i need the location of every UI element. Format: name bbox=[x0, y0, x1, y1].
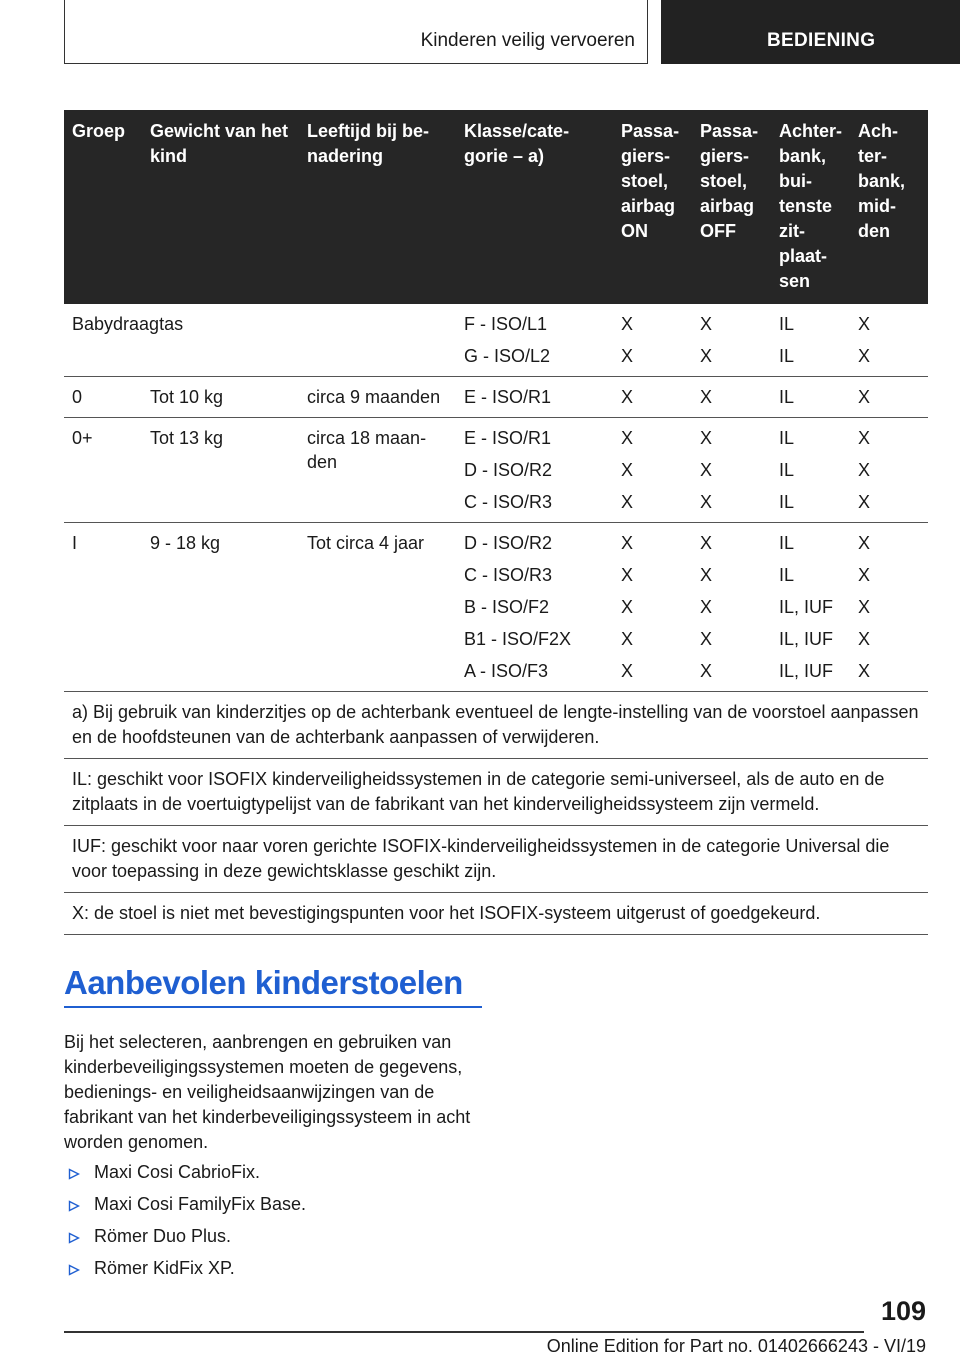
cell-airbag-on-line: X bbox=[621, 492, 634, 512]
cell-airbag-on bbox=[613, 304, 692, 377]
cell-class bbox=[456, 304, 613, 377]
cell-airbag-off-line: X bbox=[700, 492, 713, 512]
cell-rear-middle bbox=[850, 418, 928, 523]
table-note: IL: geschikt voor ISOFIX kinderveiligheidssystemen in de categorie semi-universeel, als de auto en de zitplaats in de voertuigtypelijst van de fabrikant van het kinderveiligheidssysteem zijn vermeld. bbox=[64, 759, 928, 826]
cell-rear-outer bbox=[771, 523, 850, 692]
cell-airbag-on-line: X bbox=[621, 661, 634, 681]
cell-rear-outer-line: IL bbox=[779, 533, 795, 553]
cell-rear-middle bbox=[850, 523, 928, 692]
cell-rear-outer-line: IL bbox=[779, 387, 795, 407]
cell-airbag-on bbox=[613, 418, 692, 523]
cell-airbag-off-line: X bbox=[700, 428, 713, 448]
list-item-label: Maxi Cosi FamilyFix Base. bbox=[94, 1194, 307, 1214]
table-row bbox=[64, 418, 928, 523]
table-note: a) Bij gebruik van kinderzitjes op de achterbank eventueel de lengte-instelling van de voorstoel aanpassen en de hoofdsteunen van de achterbank aanpassen of verwijderen. bbox=[64, 692, 928, 759]
cell-age: circa 9 maanden bbox=[299, 377, 456, 418]
table-note-row bbox=[64, 893, 928, 935]
table-row bbox=[64, 377, 928, 418]
table-note-row bbox=[64, 692, 928, 759]
cell-age: Tot circa 4 jaar bbox=[299, 523, 456, 692]
cell-rear-outer-line: IL, IUF bbox=[779, 629, 834, 649]
footer-divider bbox=[64, 1331, 864, 1333]
cell-class-line: F - ISO/L1 bbox=[464, 314, 548, 334]
section-intro: Bij het selecteren, aanbrengen en gebruiken van kinderbeveiligingssystemen moeten de gegevens, bedienings- en veiligheidsaanwijzingen van de fabrikant van het kinderbeveiligingssysteem in acht worden genomen. bbox=[64, 1032, 471, 1152]
cell-airbag-on-line: X bbox=[621, 629, 634, 649]
cell-rear-middle-line: X bbox=[858, 314, 871, 334]
cell-airbag-on-line: X bbox=[621, 346, 634, 366]
list-item bbox=[64, 1192, 484, 1217]
cell-airbag-off-line: X bbox=[700, 314, 713, 334]
cell-rear-outer bbox=[771, 304, 850, 377]
list-item bbox=[64, 1224, 484, 1249]
cell-weight: Tot 10 kg bbox=[142, 377, 299, 418]
triangle-bullet-icon bbox=[68, 1200, 80, 1212]
cell-airbag-off-line: X bbox=[700, 597, 713, 617]
cell-airbag-off-line: X bbox=[700, 346, 713, 366]
cell-rear-outer-line: IL bbox=[779, 492, 795, 512]
cell-airbag-on-line: X bbox=[621, 533, 634, 553]
col-airbag-on: Passagiersstoel, airbag ON bbox=[613, 110, 692, 304]
cell-class-line: C - ISO/R3 bbox=[464, 492, 553, 512]
footer-edition: Online Edition for Part no. 01402666243 - VI/19 bbox=[546, 1336, 926, 1356]
cell-group: Babydraagtas bbox=[64, 304, 456, 377]
cell-class-line: E - ISO/R1 bbox=[464, 428, 552, 448]
list-item bbox=[64, 1256, 484, 1281]
cell-rear-outer bbox=[771, 418, 850, 523]
cell-rear-outer-line: IL, IUF bbox=[779, 597, 834, 617]
cell-class-line: A - ISO/F3 bbox=[464, 661, 549, 681]
section-title-underline bbox=[64, 1006, 482, 1008]
cell-class bbox=[456, 377, 613, 418]
cell-rear-middle-line: X bbox=[858, 492, 871, 512]
cell-rear-middle bbox=[850, 304, 928, 377]
cell-airbag-off bbox=[692, 523, 771, 692]
table-note-row bbox=[64, 759, 928, 826]
cell-airbag-on-line: X bbox=[621, 460, 634, 480]
cell-group: I bbox=[64, 523, 142, 692]
table-note: X: de stoel is niet met bevestigingspunten voor het ISOFIX-systeem uitgerust of goedgekeurd. bbox=[64, 893, 928, 935]
cell-airbag-off-line: X bbox=[700, 533, 713, 553]
cell-rear-outer-line: IL bbox=[779, 428, 795, 448]
cell-rear-middle-line: X bbox=[858, 387, 871, 407]
recommended-seats-list bbox=[64, 1160, 484, 1288]
cell-rear-middle-line: X bbox=[858, 661, 871, 681]
section-title: Aanbevolen kinderstoelen bbox=[64, 964, 463, 1001]
table-row bbox=[64, 523, 928, 692]
cell-rear-outer bbox=[771, 377, 850, 418]
cell-airbag-on-line: X bbox=[621, 565, 634, 585]
col-airbag-off: Passagiersstoel, airbag OFF bbox=[692, 110, 771, 304]
cell-rear-middle-line: X bbox=[858, 460, 871, 480]
cell-airbag-on-line: X bbox=[621, 428, 634, 448]
col-rear-middle: Achterbank, midden bbox=[850, 110, 928, 304]
header-chapter-box bbox=[661, 0, 960, 64]
cell-airbag-on bbox=[613, 523, 692, 692]
table-note-row bbox=[64, 826, 928, 893]
cell-weight: 9 - 18 kg bbox=[142, 523, 299, 692]
header-section-box bbox=[64, 0, 648, 64]
cell-class bbox=[456, 418, 613, 523]
cell-airbag-off bbox=[692, 304, 771, 377]
cell-rear-outer-line: IL bbox=[779, 565, 795, 585]
triangle-bullet-icon bbox=[68, 1232, 80, 1244]
cell-airbag-off-line: X bbox=[700, 629, 713, 649]
cell-airbag-off-line: X bbox=[700, 387, 713, 407]
list-item-label: Maxi Cosi CabrioFix. bbox=[94, 1162, 261, 1182]
cell-class-line: G - ISO/L2 bbox=[464, 346, 551, 366]
header-section-title: Kinderen veilig vervoeren bbox=[420, 30, 635, 51]
cell-rear-outer-line: IL bbox=[779, 346, 795, 366]
cell-rear-middle-line: X bbox=[858, 346, 871, 366]
cell-airbag-on-line: X bbox=[621, 597, 634, 617]
table-row bbox=[64, 304, 928, 377]
cell-airbag-on bbox=[613, 377, 692, 418]
cell-class-line: D - ISO/R2 bbox=[464, 533, 553, 553]
list-item bbox=[64, 1160, 484, 1185]
cell-class-line: B1 - ISO/F2X bbox=[464, 629, 572, 649]
triangle-bullet-icon bbox=[68, 1264, 80, 1276]
cell-rear-middle-line: X bbox=[858, 597, 871, 617]
cell-class-line: C - ISO/R3 bbox=[464, 565, 553, 585]
cell-class-line: D - ISO/R2 bbox=[464, 460, 553, 480]
cell-airbag-off-line: X bbox=[700, 460, 713, 480]
cell-airbag-off bbox=[692, 377, 771, 418]
cell-weight: Tot 13 kg bbox=[142, 418, 299, 523]
cell-airbag-on-line: X bbox=[621, 387, 634, 407]
cell-age: circa 18 maanden bbox=[299, 418, 456, 523]
cell-class-line: E - ISO/R1 bbox=[464, 387, 552, 407]
cell-airbag-off-line: X bbox=[700, 661, 713, 681]
isofix-table bbox=[64, 110, 928, 935]
list-item-label: Römer Duo Plus. bbox=[94, 1226, 232, 1246]
page-number: 109 bbox=[880, 1296, 926, 1326]
col-rear-outer: Achterbank, buitenste zitplaatsen bbox=[771, 110, 850, 304]
cell-rear-middle-line: X bbox=[858, 533, 871, 553]
cell-rear-outer-line: IL, IUF bbox=[779, 661, 834, 681]
cell-rear-middle bbox=[850, 377, 928, 418]
col-class: Klasse/categorie – a) bbox=[456, 110, 613, 304]
cell-group: 0 bbox=[64, 377, 142, 418]
table-note: IUF: geschikt voor naar voren gerichte ISOFIX-kinderveiligheidssystemen in de categorie Universal die voor toepassing in deze gewichtsklasse geschikt zijn. bbox=[64, 826, 928, 893]
cell-rear-middle-line: X bbox=[858, 428, 871, 448]
cell-class bbox=[456, 523, 613, 692]
cell-rear-middle-line: X bbox=[858, 629, 871, 649]
col-age: Leeftijd bij benadering bbox=[299, 110, 456, 304]
cell-airbag-on-line: X bbox=[621, 314, 634, 334]
col-weight: Gewicht van het kind bbox=[142, 110, 299, 304]
cell-airbag-off-line: X bbox=[700, 565, 713, 585]
cell-group: 0+ bbox=[64, 418, 142, 523]
triangle-bullet-icon bbox=[68, 1168, 80, 1180]
header-chapter-title: BEDIENING bbox=[767, 30, 876, 51]
cell-class-line: B - ISO/F2 bbox=[464, 597, 550, 617]
cell-rear-middle-line: X bbox=[858, 565, 871, 585]
cell-rear-outer-line: IL bbox=[779, 314, 795, 334]
cell-rear-outer-line: IL bbox=[779, 460, 795, 480]
col-group: Groep bbox=[64, 110, 142, 304]
list-item-label: Römer KidFix XP. bbox=[94, 1258, 235, 1278]
cell-airbag-off bbox=[692, 418, 771, 523]
table-header-row bbox=[64, 110, 928, 304]
